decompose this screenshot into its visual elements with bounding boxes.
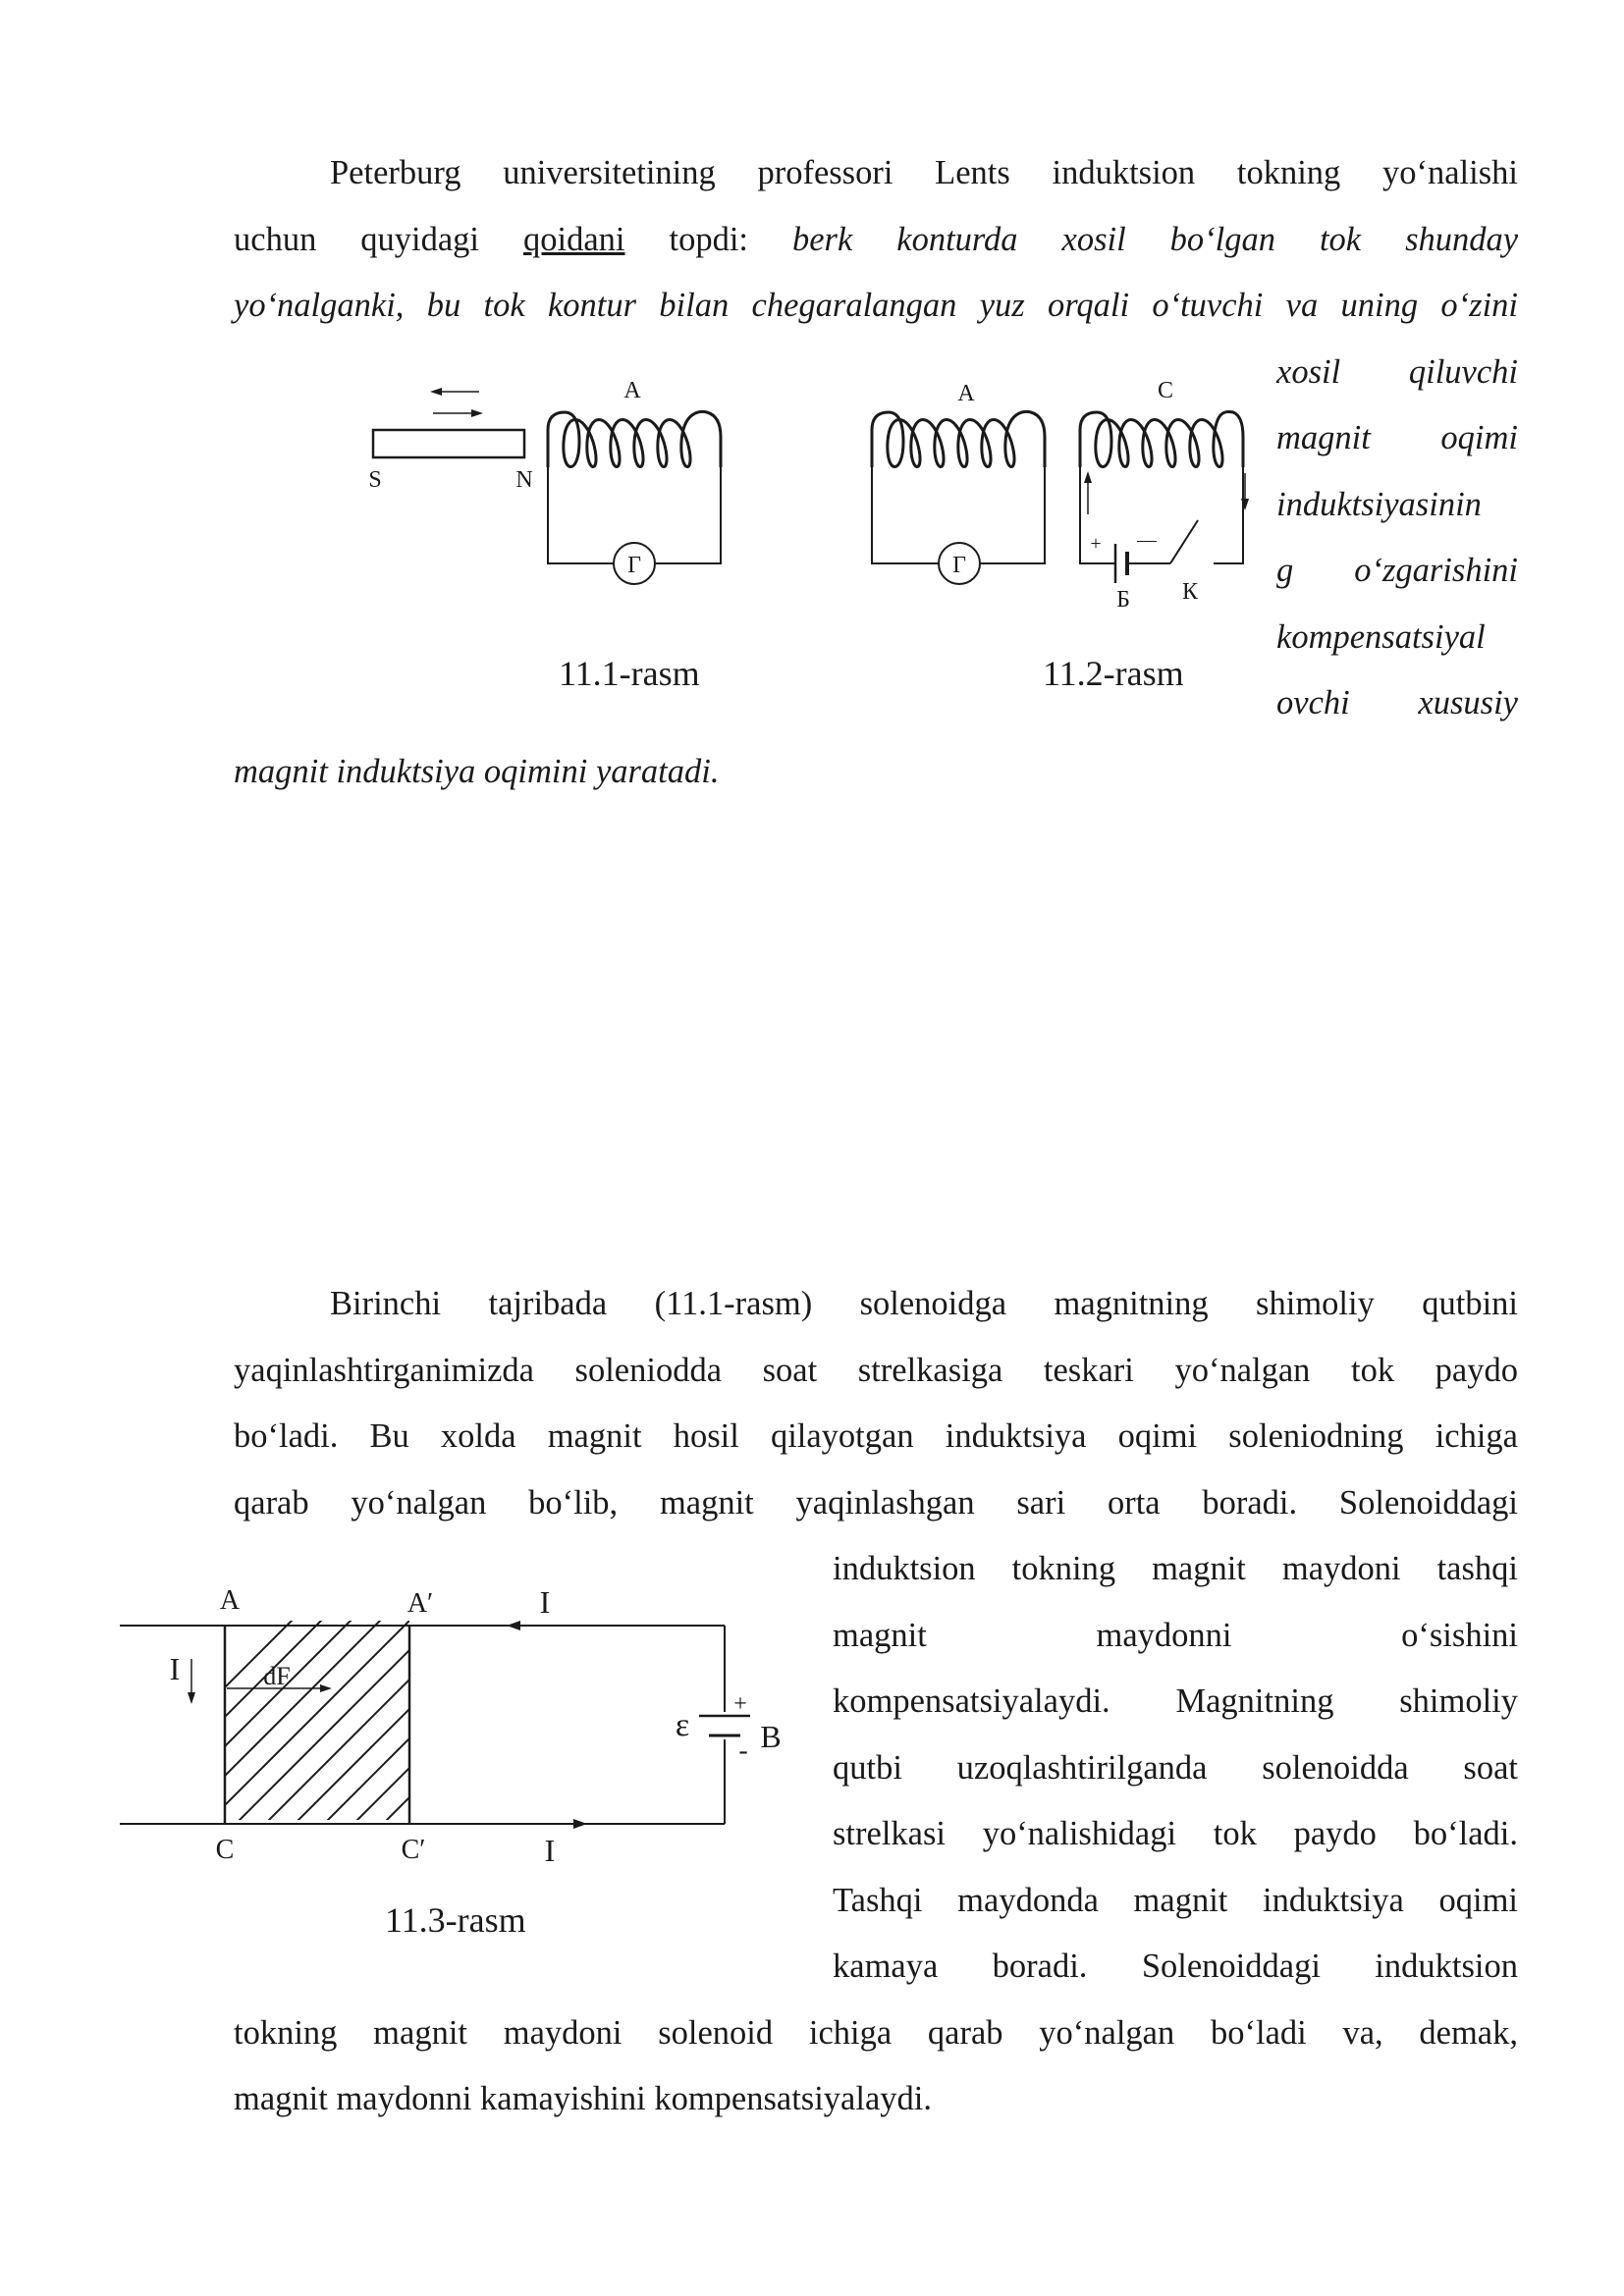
fig2-diagram bbox=[872, 411, 1249, 584]
battery-minus: — bbox=[1137, 529, 1157, 551]
para2-line-1: Birinchi tajribada (11.1-rasm) solenoidga magnitning shimoliy qutbini bbox=[330, 1285, 1518, 1322]
fig1-galv-label: Г bbox=[627, 553, 641, 578]
fig3-diagram bbox=[88, 1598, 750, 1829]
bar-magnet bbox=[373, 430, 524, 457]
current-arrow-top bbox=[507, 1621, 579, 1630]
para2-right-3: kompensatsiyalaydi. Magnitning shimoliy bbox=[833, 1682, 1518, 1720]
para2-line-3: bo‘ladi. Bu xolda magnit hosil qilayotgan induktsiya oqimi soleniodning ichiga bbox=[234, 1417, 1518, 1455]
fig3-label-a: A bbox=[219, 1585, 241, 1616]
fig2-current-arrows bbox=[1084, 471, 1249, 514]
fig3-label-b: B bbox=[760, 1719, 782, 1754]
fig2-caption: 11.2-rasm bbox=[1043, 654, 1184, 693]
para1-line-2-c: topdi: bbox=[669, 221, 748, 258]
para1-right-5: kompensatsiyal bbox=[1276, 618, 1486, 656]
fig3-label-df: dF bbox=[263, 1662, 291, 1690]
para2-right-4: qutbi uzoqlashtirilganda solenoidda soat bbox=[833, 1749, 1518, 1787]
para1-last-line: magnit induktsiya oqimini yaratadi. bbox=[234, 753, 720, 790]
para2-right-2: magnit maydonni o‘sishini bbox=[833, 1617, 1518, 1654]
fig2-circuit-c-wire bbox=[1080, 467, 1243, 563]
para2-right-7: kamaya boradi. Solenoiddagi induktsion bbox=[833, 1948, 1518, 1985]
current-arrow-bottom bbox=[514, 1819, 587, 1829]
fig1-circuit-wire bbox=[548, 467, 721, 563]
para1-right-4: g o‘zgarishini bbox=[1276, 552, 1518, 589]
para2-tail-1: tokning magnit maydoni solenoid ichiga qarab yo‘nalgan bo‘ladi va, demak, bbox=[234, 2014, 1518, 2052]
fig3-caption: 11.3-rasm bbox=[385, 1900, 526, 1940]
para1-right-3: induktsiyasinin bbox=[1276, 486, 1482, 523]
para1-right-1: xosil qiluvchi bbox=[1276, 353, 1518, 391]
key-switch bbox=[1170, 520, 1198, 563]
fig2-label-a: A bbox=[957, 381, 975, 406]
fig3-label-i-bottom: I bbox=[544, 1833, 556, 1868]
para1-line-1: Peterburg universitetining professori Lents induktsion tokning yo‘nalishi bbox=[330, 154, 1518, 191]
para1-right-2: magnit oqimi bbox=[1276, 419, 1518, 456]
fig2-solenoid-c bbox=[1080, 411, 1243, 467]
fig3-label-i-top: I bbox=[539, 1584, 551, 1620]
para2-right-6: Tashqi maydonda magnit induktsiya oqimi bbox=[833, 1882, 1518, 1919]
fig1-caption: 11.1-rasm bbox=[559, 654, 700, 693]
fig2-circuit-a-wire bbox=[872, 467, 1045, 563]
fig1-label-n: N bbox=[515, 467, 533, 493]
fig2-label-c: C bbox=[1157, 378, 1174, 403]
battery-label: Б bbox=[1116, 587, 1130, 613]
fig3-label-a-prime: A′ bbox=[406, 1588, 434, 1619]
fig1-motion-arrows bbox=[430, 388, 483, 417]
fig2-galv-label: Г bbox=[952, 553, 966, 578]
fig3-label-i-left: I bbox=[169, 1651, 181, 1686]
rule-word: qoidani bbox=[523, 221, 625, 258]
para2-line-4: qarab yo‘nalgan bo‘lib, magnit yaqinlashgan sari orta boradi. Solenoiddagi bbox=[234, 1484, 1518, 1522]
fig1-label-s: S bbox=[368, 467, 382, 493]
para1-right-6: ovchi xususiy bbox=[1276, 684, 1518, 721]
para2-right-1: induktsion tokning magnit maydoni tashqi bbox=[833, 1550, 1518, 1587]
para1-line-3: yo‘nalganki, bu tok kontur bilan chegaralangan yuz orqali o‘tuvchi va uning o‘zini bbox=[234, 287, 1518, 324]
fig1-label-a: A bbox=[623, 378, 641, 403]
para2-line-2: yaqinlashtirganimizda soleniodda soat strelkasiga teskari yo‘nalgan tok paydo bbox=[234, 1352, 1518, 1389]
para1-line-2-d: berk konturda xosil bo‘lgan tok shunday bbox=[791, 221, 1519, 258]
fig3-label-c: C bbox=[215, 1835, 235, 1865]
swept-area-hatching bbox=[88, 1598, 638, 1824]
para2-tail-2: magnit maydonni kamayishini kompensatsiyalaydi. bbox=[234, 2080, 932, 2117]
fig3-minus: - bbox=[738, 1735, 748, 1766]
fig3-label-c-prime: C′ bbox=[401, 1835, 426, 1865]
key-label: К bbox=[1181, 579, 1199, 605]
fig3-label-eps: ε bbox=[675, 1707, 690, 1743]
para1-line-2-a: uchun quyidagi bbox=[234, 221, 480, 258]
fig1-solenoid bbox=[548, 411, 721, 467]
fig2-solenoid-a bbox=[872, 411, 1045, 467]
battery-plus: + bbox=[1090, 533, 1102, 555]
current-arrow-left bbox=[188, 1659, 195, 1704]
para2-right-5: strelkasi yo‘nalishidagi tok paydo bo‘ladi. bbox=[833, 1815, 1518, 1852]
fig1-diagram bbox=[373, 388, 721, 584]
fig3-plus: + bbox=[733, 1691, 747, 1717]
